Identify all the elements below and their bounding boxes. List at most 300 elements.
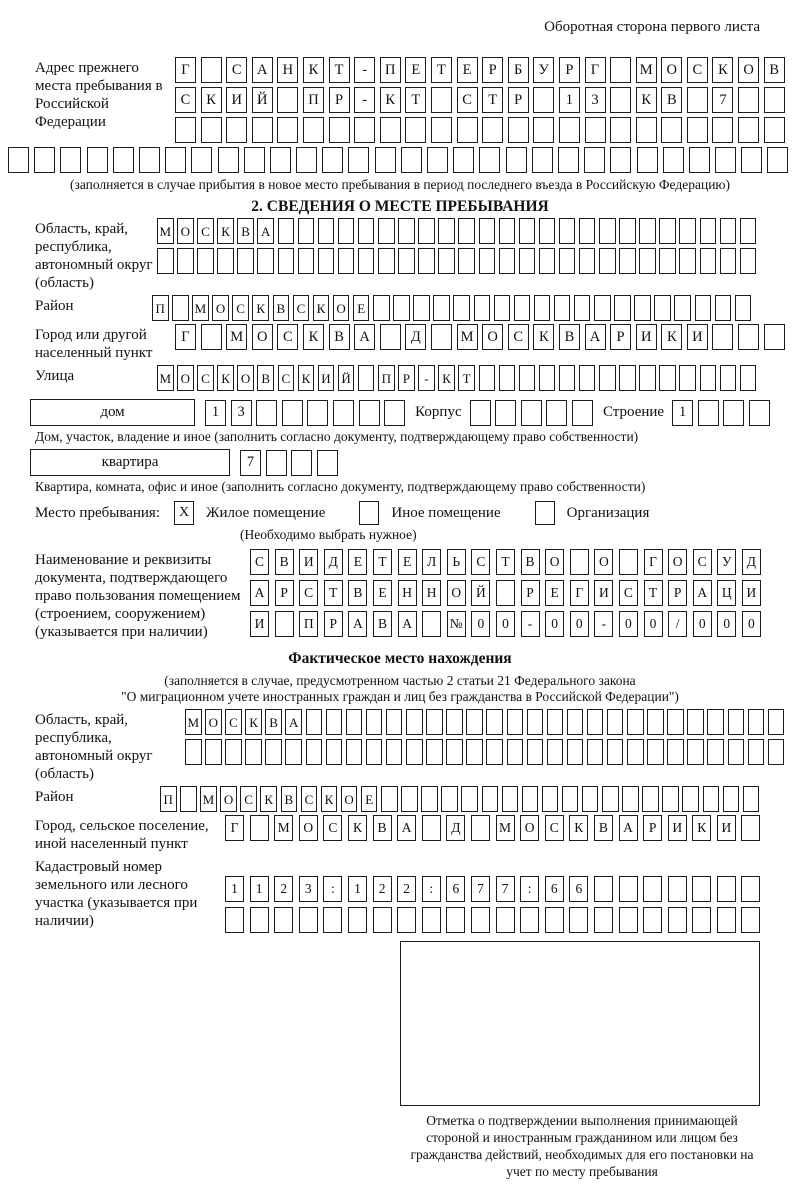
char-cell[interactable] — [426, 709, 443, 735]
char-cell[interactable]: Р — [329, 87, 350, 113]
char-cell[interactable] — [584, 147, 605, 173]
char-cell[interactable]: В — [237, 218, 254, 244]
char-cell[interactable]: К — [569, 815, 588, 841]
char-cell[interactable]: В — [764, 57, 785, 83]
char-cell[interactable] — [764, 87, 785, 113]
char-cell[interactable] — [201, 324, 222, 350]
char-cell[interactable]: Д — [446, 815, 465, 841]
char-cell[interactable]: Т — [496, 549, 515, 575]
char-cell[interactable] — [522, 786, 539, 812]
char-cell[interactable] — [634, 295, 651, 321]
char-cell[interactable] — [663, 147, 684, 173]
char-cell[interactable]: С — [299, 580, 318, 606]
char-cell[interactable] — [579, 365, 596, 391]
char-cell[interactable]: К — [321, 786, 338, 812]
char-cell[interactable] — [333, 400, 354, 426]
char-cell[interactable] — [250, 907, 269, 933]
char-cell[interactable]: И — [717, 815, 736, 841]
char-cell[interactable] — [322, 147, 343, 173]
char-cell[interactable] — [547, 709, 564, 735]
char-cell[interactable] — [654, 295, 671, 321]
char-cell[interactable] — [748, 709, 765, 735]
char-cell[interactable] — [647, 709, 664, 735]
char-cell[interactable] — [494, 295, 511, 321]
char-cell[interactable]: - — [594, 611, 613, 637]
char-cell[interactable] — [278, 218, 295, 244]
char-cell[interactable] — [514, 295, 531, 321]
char-cell[interactable] — [594, 295, 611, 321]
char-cell[interactable] — [326, 709, 343, 735]
char-cell[interactable] — [139, 147, 160, 173]
char-cell[interactable]: Г — [644, 549, 663, 575]
char-cell[interactable] — [359, 400, 380, 426]
char-cell[interactable]: О — [177, 365, 194, 391]
char-cell[interactable] — [421, 786, 438, 812]
char-cell[interactable] — [567, 739, 584, 765]
char-cell[interactable] — [303, 117, 324, 143]
char-cell[interactable] — [226, 117, 247, 143]
char-cell[interactable]: В — [281, 786, 298, 812]
char-cell[interactable]: О — [520, 815, 539, 841]
char-cell[interactable]: М — [496, 815, 515, 841]
char-cell[interactable] — [426, 739, 443, 765]
char-cell[interactable] — [674, 295, 691, 321]
char-cell[interactable] — [453, 295, 470, 321]
char-cell[interactable] — [547, 739, 564, 765]
char-cell[interactable]: Р — [398, 365, 415, 391]
char-cell[interactable] — [715, 147, 736, 173]
char-cell[interactable] — [366, 709, 383, 735]
char-cell[interactable]: Е — [545, 580, 564, 606]
char-cell[interactable]: 1 — [559, 87, 580, 113]
char-cell[interactable]: С — [225, 709, 242, 735]
char-cell[interactable] — [521, 400, 542, 426]
char-cell[interactable] — [431, 87, 452, 113]
char-cell[interactable]: : — [323, 876, 342, 902]
char-cell[interactable]: К — [636, 87, 657, 113]
char-cell[interactable] — [87, 147, 108, 173]
char-cell[interactable] — [277, 117, 298, 143]
char-cell[interactable] — [172, 295, 189, 321]
char-cell[interactable] — [323, 907, 342, 933]
char-cell[interactable]: А — [252, 57, 273, 83]
char-cell[interactable] — [554, 295, 571, 321]
char-cell[interactable]: Т — [644, 580, 663, 606]
char-cell[interactable]: А — [585, 324, 606, 350]
char-cell[interactable]: Г — [175, 324, 196, 350]
char-cell[interactable] — [358, 365, 375, 391]
char-cell[interactable]: 2 — [397, 876, 416, 902]
char-cell[interactable] — [720, 218, 737, 244]
char-cell[interactable]: 0 — [496, 611, 515, 637]
char-cell[interactable]: 3 — [585, 87, 606, 113]
char-cell[interactable]: О — [220, 786, 237, 812]
char-cell[interactable]: Е — [373, 580, 392, 606]
char-cell[interactable] — [318, 218, 335, 244]
char-cell[interactable]: 3 — [299, 876, 318, 902]
char-cell[interactable]: К — [245, 709, 262, 735]
char-cell[interactable] — [520, 907, 539, 933]
char-cell[interactable]: М — [157, 218, 174, 244]
char-cell[interactable]: С — [619, 580, 638, 606]
char-cell[interactable]: Р — [275, 580, 294, 606]
char-cell[interactable] — [225, 907, 244, 933]
char-cell[interactable] — [218, 147, 239, 173]
char-cell[interactable]: 7 — [471, 876, 490, 902]
char-cell[interactable] — [479, 147, 500, 173]
char-cell[interactable]: Ь — [447, 549, 466, 575]
char-cell[interactable]: К — [303, 57, 324, 83]
char-cell[interactable] — [738, 117, 759, 143]
char-cell[interactable] — [717, 907, 736, 933]
char-cell[interactable] — [507, 709, 524, 735]
char-cell[interactable] — [661, 117, 682, 143]
char-cell[interactable] — [482, 117, 503, 143]
char-cell[interactable] — [201, 117, 222, 143]
char-cell[interactable]: Т — [329, 57, 350, 83]
char-cell[interactable] — [741, 876, 760, 902]
char-cell[interactable] — [458, 218, 475, 244]
char-cell[interactable]: И — [250, 611, 269, 637]
char-cell[interactable]: О — [333, 295, 350, 321]
char-cell[interactable] — [479, 248, 496, 274]
char-cell[interactable]: 0 — [619, 611, 638, 637]
char-cell[interactable]: М — [226, 324, 247, 350]
char-cell[interactable] — [642, 786, 659, 812]
char-cell[interactable]: И — [594, 580, 613, 606]
char-cell[interactable] — [587, 739, 604, 765]
char-cell[interactable] — [712, 324, 733, 350]
char-cell[interactable] — [386, 739, 403, 765]
char-cell[interactable]: Й — [338, 365, 355, 391]
char-cell[interactable]: К — [260, 786, 277, 812]
char-cell[interactable] — [306, 739, 323, 765]
char-cell[interactable]: И — [742, 580, 761, 606]
char-cell[interactable] — [413, 295, 430, 321]
char-cell[interactable] — [728, 709, 745, 735]
char-cell[interactable] — [499, 218, 516, 244]
char-cell[interactable] — [614, 295, 631, 321]
char-cell[interactable] — [679, 218, 696, 244]
char-cell[interactable] — [482, 786, 499, 812]
char-cell[interactable] — [185, 739, 202, 765]
char-cell[interactable] — [659, 218, 676, 244]
char-cell[interactable]: В — [373, 815, 392, 841]
char-cell[interactable]: К — [533, 324, 554, 350]
char-cell[interactable] — [587, 709, 604, 735]
char-cell[interactable] — [639, 218, 656, 244]
char-cell[interactable] — [534, 295, 551, 321]
char-cell[interactable]: 0 — [717, 611, 736, 637]
char-cell[interactable] — [380, 324, 401, 350]
char-cell[interactable]: У — [533, 57, 554, 83]
char-cell[interactable] — [740, 218, 757, 244]
char-cell[interactable]: 0 — [570, 611, 589, 637]
char-cell[interactable] — [738, 324, 759, 350]
char-cell[interactable]: О — [482, 324, 503, 350]
char-cell[interactable]: С — [175, 87, 196, 113]
char-cell[interactable] — [539, 365, 556, 391]
char-cell[interactable] — [446, 907, 465, 933]
char-cell[interactable] — [647, 739, 664, 765]
char-cell[interactable]: С — [545, 815, 564, 841]
char-cell[interactable] — [559, 117, 580, 143]
char-cell[interactable] — [470, 400, 491, 426]
char-cell[interactable] — [291, 450, 312, 476]
char-cell[interactable]: К — [348, 815, 367, 841]
char-cell[interactable]: : — [422, 876, 441, 902]
char-cell[interactable]: - — [521, 611, 540, 637]
char-cell[interactable] — [384, 400, 405, 426]
char-cell[interactable] — [559, 248, 576, 274]
char-cell[interactable]: С — [293, 295, 310, 321]
char-cell[interactable] — [687, 739, 704, 765]
char-cell[interactable] — [252, 117, 273, 143]
char-cell[interactable]: Р — [521, 580, 540, 606]
char-cell[interactable]: О — [661, 57, 682, 83]
char-cell[interactable] — [728, 739, 745, 765]
char-cell[interactable]: 0 — [471, 611, 490, 637]
char-cell[interactable] — [479, 365, 496, 391]
char-cell[interactable] — [668, 907, 687, 933]
char-cell[interactable] — [466, 709, 483, 735]
char-cell[interactable] — [579, 218, 596, 244]
char-cell[interactable] — [285, 739, 302, 765]
char-cell[interactable]: П — [380, 57, 401, 83]
char-cell[interactable] — [720, 365, 737, 391]
char-cell[interactable] — [749, 400, 770, 426]
char-cell[interactable]: 3 — [231, 400, 252, 426]
char-cell[interactable] — [748, 739, 765, 765]
char-cell[interactable] — [422, 907, 441, 933]
char-cell[interactable]: Д — [405, 324, 426, 350]
char-cell[interactable]: Ц — [717, 580, 736, 606]
char-cell[interactable]: В — [275, 549, 294, 575]
char-cell[interactable]: О — [237, 365, 254, 391]
char-cell[interactable]: А — [257, 218, 274, 244]
char-cell[interactable]: 0 — [742, 611, 761, 637]
char-cell[interactable] — [636, 117, 657, 143]
char-cell[interactable] — [508, 117, 529, 143]
char-cell[interactable] — [397, 907, 416, 933]
char-cell[interactable] — [764, 117, 785, 143]
char-cell[interactable] — [398, 248, 415, 274]
char-cell[interactable] — [533, 87, 554, 113]
char-cell[interactable]: П — [303, 87, 324, 113]
char-cell[interactable] — [558, 147, 579, 173]
char-cell[interactable] — [366, 739, 383, 765]
char-cell[interactable]: 6 — [446, 876, 465, 902]
char-cell[interactable] — [378, 218, 395, 244]
char-cell[interactable]: О — [738, 57, 759, 83]
char-cell[interactable] — [433, 295, 450, 321]
char-cell[interactable]: М — [636, 57, 657, 83]
char-cell[interactable]: А — [619, 815, 638, 841]
char-cell[interactable]: С — [240, 786, 257, 812]
char-cell[interactable]: О — [668, 549, 687, 575]
char-cell[interactable]: М — [457, 324, 478, 350]
char-cell[interactable] — [599, 248, 616, 274]
char-cell[interactable]: С — [226, 57, 247, 83]
char-cell[interactable] — [687, 117, 708, 143]
char-cell[interactable] — [717, 876, 736, 902]
char-cell[interactable] — [687, 87, 708, 113]
char-cell[interactable] — [438, 218, 455, 244]
char-cell[interactable] — [667, 739, 684, 765]
char-cell[interactable] — [244, 147, 265, 173]
char-cell[interactable] — [585, 117, 606, 143]
char-cell[interactable] — [579, 248, 596, 274]
char-cell[interactable] — [237, 248, 254, 274]
char-cell[interactable] — [700, 218, 717, 244]
char-cell[interactable] — [499, 248, 516, 274]
char-cell[interactable]: / — [668, 611, 687, 637]
char-cell[interactable]: И — [299, 549, 318, 575]
char-cell[interactable] — [177, 248, 194, 274]
char-cell[interactable]: В — [594, 815, 613, 841]
char-cell[interactable] — [431, 324, 452, 350]
char-cell[interactable] — [250, 815, 269, 841]
char-cell[interactable]: Р — [668, 580, 687, 606]
char-cell[interactable]: С — [250, 549, 269, 575]
char-cell[interactable] — [458, 248, 475, 274]
char-cell[interactable] — [245, 739, 262, 765]
char-cell[interactable]: Б — [508, 57, 529, 83]
char-cell[interactable] — [740, 248, 757, 274]
char-cell[interactable]: Р — [324, 611, 343, 637]
char-cell[interactable] — [539, 248, 556, 274]
char-cell[interactable]: В — [265, 709, 282, 735]
char-cell[interactable]: 1 — [672, 400, 693, 426]
char-cell[interactable]: Т — [324, 580, 343, 606]
char-cell[interactable] — [406, 739, 423, 765]
char-cell[interactable] — [619, 907, 638, 933]
char-cell[interactable] — [533, 117, 554, 143]
char-cell[interactable]: 2 — [274, 876, 293, 902]
char-cell[interactable] — [741, 907, 760, 933]
char-cell[interactable]: С — [278, 365, 295, 391]
char-cell[interactable] — [741, 815, 760, 841]
char-cell[interactable]: О — [252, 324, 273, 350]
char-cell[interactable]: С — [693, 549, 712, 575]
char-cell[interactable] — [446, 709, 463, 735]
char-cell[interactable]: И — [687, 324, 708, 350]
char-cell[interactable] — [495, 400, 516, 426]
char-cell[interactable] — [692, 907, 711, 933]
char-cell[interactable] — [695, 295, 712, 321]
char-cell[interactable]: С — [277, 324, 298, 350]
char-cell[interactable] — [519, 218, 536, 244]
char-cell[interactable]: И — [318, 365, 335, 391]
char-cell[interactable]: К — [438, 365, 455, 391]
char-cell[interactable] — [735, 295, 752, 321]
char-cell[interactable] — [307, 400, 328, 426]
char-cell[interactable] — [602, 786, 619, 812]
char-cell[interactable] — [446, 739, 463, 765]
char-cell[interactable] — [431, 117, 452, 143]
char-cell[interactable] — [594, 907, 613, 933]
char-cell[interactable] — [265, 739, 282, 765]
char-cell[interactable] — [527, 739, 544, 765]
char-cell[interactable]: А — [250, 580, 269, 606]
char-cell[interactable]: Й — [471, 580, 490, 606]
char-cell[interactable] — [723, 786, 740, 812]
char-cell[interactable]: Т — [431, 57, 452, 83]
char-cell[interactable] — [348, 907, 367, 933]
char-cell[interactable] — [545, 907, 564, 933]
char-cell[interactable] — [165, 147, 186, 173]
char-cell[interactable] — [306, 709, 323, 735]
char-cell[interactable] — [659, 248, 676, 274]
char-cell[interactable]: 0 — [545, 611, 564, 637]
char-cell[interactable] — [398, 218, 415, 244]
char-cell[interactable] — [639, 365, 656, 391]
char-cell[interactable] — [441, 786, 458, 812]
char-cell[interactable] — [599, 218, 616, 244]
char-cell[interactable]: Е — [348, 549, 367, 575]
char-cell[interactable] — [715, 295, 732, 321]
char-cell[interactable] — [703, 786, 720, 812]
char-cell[interactable]: 6 — [545, 876, 564, 902]
char-cell[interactable]: Н — [277, 57, 298, 83]
char-cell[interactable] — [574, 295, 591, 321]
char-cell[interactable]: 0 — [644, 611, 663, 637]
char-cell[interactable]: О — [299, 815, 318, 841]
char-cell[interactable] — [274, 907, 293, 933]
char-cell[interactable] — [496, 907, 515, 933]
char-cell[interactable] — [519, 365, 536, 391]
char-cell[interactable] — [743, 786, 760, 812]
checkbox-other-premises[interactable] — [359, 501, 379, 525]
char-cell[interactable]: 1 — [348, 876, 367, 902]
char-cell[interactable] — [197, 248, 214, 274]
char-cell[interactable] — [622, 786, 639, 812]
char-cell[interactable] — [712, 117, 733, 143]
char-cell[interactable] — [180, 786, 197, 812]
char-cell[interactable]: А — [348, 611, 367, 637]
char-cell[interactable] — [662, 786, 679, 812]
char-cell[interactable]: 1 — [205, 400, 226, 426]
char-cell[interactable] — [277, 87, 298, 113]
char-cell[interactable] — [768, 709, 785, 735]
char-cell[interactable] — [8, 147, 29, 173]
char-cell[interactable]: А — [693, 580, 712, 606]
char-cell[interactable] — [689, 147, 710, 173]
char-cell[interactable]: В — [559, 324, 580, 350]
char-cell[interactable]: М — [185, 709, 202, 735]
char-cell[interactable]: Д — [742, 549, 761, 575]
char-cell[interactable]: В — [373, 611, 392, 637]
char-cell[interactable] — [668, 876, 687, 902]
char-cell[interactable] — [380, 117, 401, 143]
char-cell[interactable] — [393, 295, 410, 321]
char-cell[interactable] — [471, 907, 490, 933]
char-cell[interactable]: 6 — [569, 876, 588, 902]
char-cell[interactable] — [667, 709, 684, 735]
char-cell[interactable] — [687, 709, 704, 735]
char-cell[interactable] — [567, 709, 584, 735]
char-cell[interactable] — [346, 709, 363, 735]
char-cell[interactable] — [175, 117, 196, 143]
char-cell[interactable]: С — [197, 365, 214, 391]
char-cell[interactable]: В — [661, 87, 682, 113]
char-cell[interactable] — [373, 907, 392, 933]
char-cell[interactable] — [317, 450, 338, 476]
char-cell[interactable] — [422, 815, 441, 841]
char-cell[interactable] — [539, 218, 556, 244]
char-cell[interactable] — [570, 549, 589, 575]
char-cell[interactable]: Н — [422, 580, 441, 606]
